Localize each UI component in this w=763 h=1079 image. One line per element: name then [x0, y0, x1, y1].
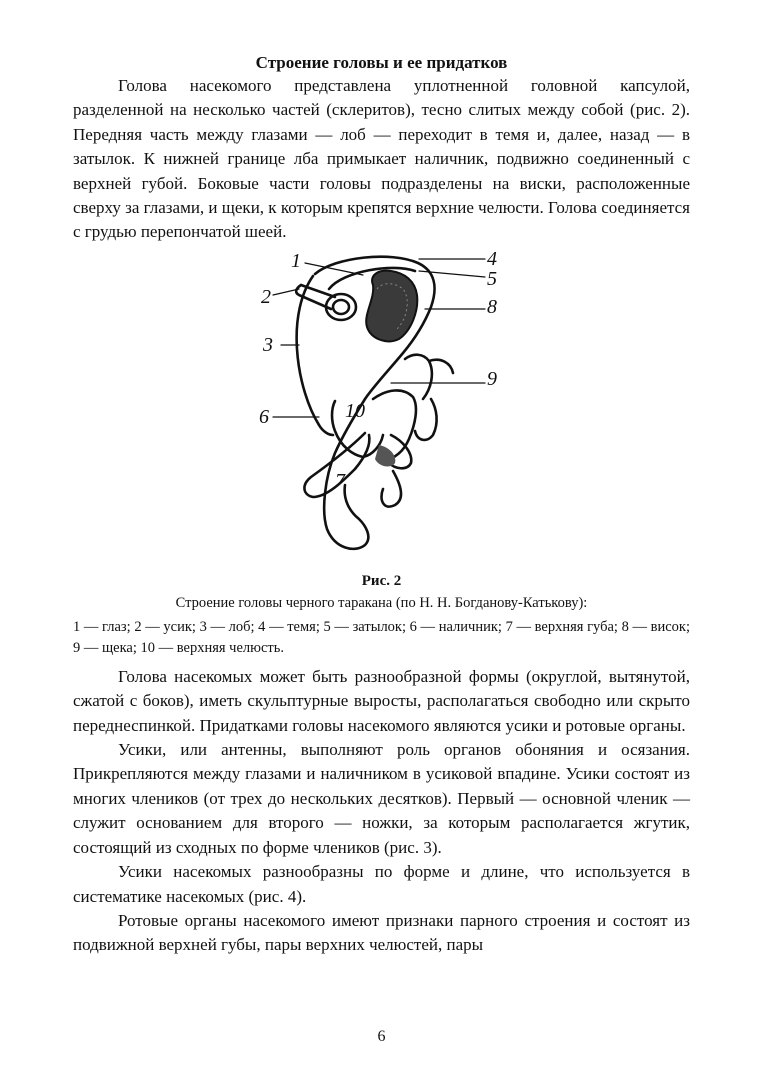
page-content — [73, 48, 690, 958]
figure-title: Рис. 2 — [361, 572, 402, 589]
paragraph-antennae: Усики, или антенны, выполняют роль органов обоняния и осязания. Прикрепляются между глазами и наличником в усиковой впадине. Усики состоят из многих члеников (от трех до нескольких десятков). Первый — основной членик — служит основанием для второго — ножки, за которым располагается жгутик, состоящий из сходных по форме члеников (рис. 3). — [73, 740, 690, 857]
figure-legend: 1 — глаз; 2 — усик; 3 — лоб; 4 — темя; 5 — затылок; 6 — наличник; 7 — верхняя губа; 8 — висок; 9 — щека; 10 — верхняя челюсть. — [73, 618, 690, 656]
figure-label-5: 5 — [487, 267, 497, 290]
paragraph-mouthparts: Ротовые органы насекомого имеют признаки парного строения и состоят из подвижной верхней губы, пары верхних челюстей, пары — [73, 910, 690, 955]
paragraph-head-shape: Голова насекомых может быть разнообразной формы (округлой, вытянутой, сжатой с боков), иметь скульптурные выросты, располагаться свободно или скрыто переднеспинкой. Придатками головы насекомого являются усики и ротовые органы. — [73, 666, 690, 735]
figure-label-9: 9 — [487, 367, 497, 390]
figure-label-1: 1 — [291, 249, 301, 272]
paragraph-intro: Голова насекомого представлена уплотненной головной капсулой, разделенной на несколько частей (склеритов), тесно слитых между собой (рис. 2). Передняя часть между глазами — лоб — переходит в темя и, далее, назад — в затылок. К нижней границе лба примыкает наличник, подвижно соединенный с верхней губой. Боковые части головы подразделены на виски, расположенные сверху за глазами, и щеки, к которым крепятся верхние челюсти. Голова соединяется с грудью перепончатой шеей. — [73, 76, 690, 242]
figure-label-7: 7 — [335, 469, 345, 492]
figure-label-4: 4 — [487, 247, 497, 270]
figure-label-3: 3 — [263, 333, 273, 356]
figure-caption: Строение головы черного таракана (по Н. Н. Богданову-Катькову): — [175, 594, 588, 611]
figure-label-2: 2 — [261, 285, 271, 308]
figure-label-8: 8 — [487, 295, 497, 318]
paragraph-antennae-variety: Усики насекомых разнообразны по форме и длине, что используется в систематике насекомых (рис. 4). — [73, 862, 690, 906]
page-number: 6 — [377, 1028, 386, 1045]
figure-2 — [73, 249, 690, 567]
cockroach-head-drawing — [73, 249, 690, 567]
figure-label-6: 6 — [259, 405, 269, 428]
figure-label-10: 10 — [345, 399, 365, 422]
section-title: Строение головы и ее придатков — [255, 53, 508, 72]
body-text — [73, 665, 690, 958]
